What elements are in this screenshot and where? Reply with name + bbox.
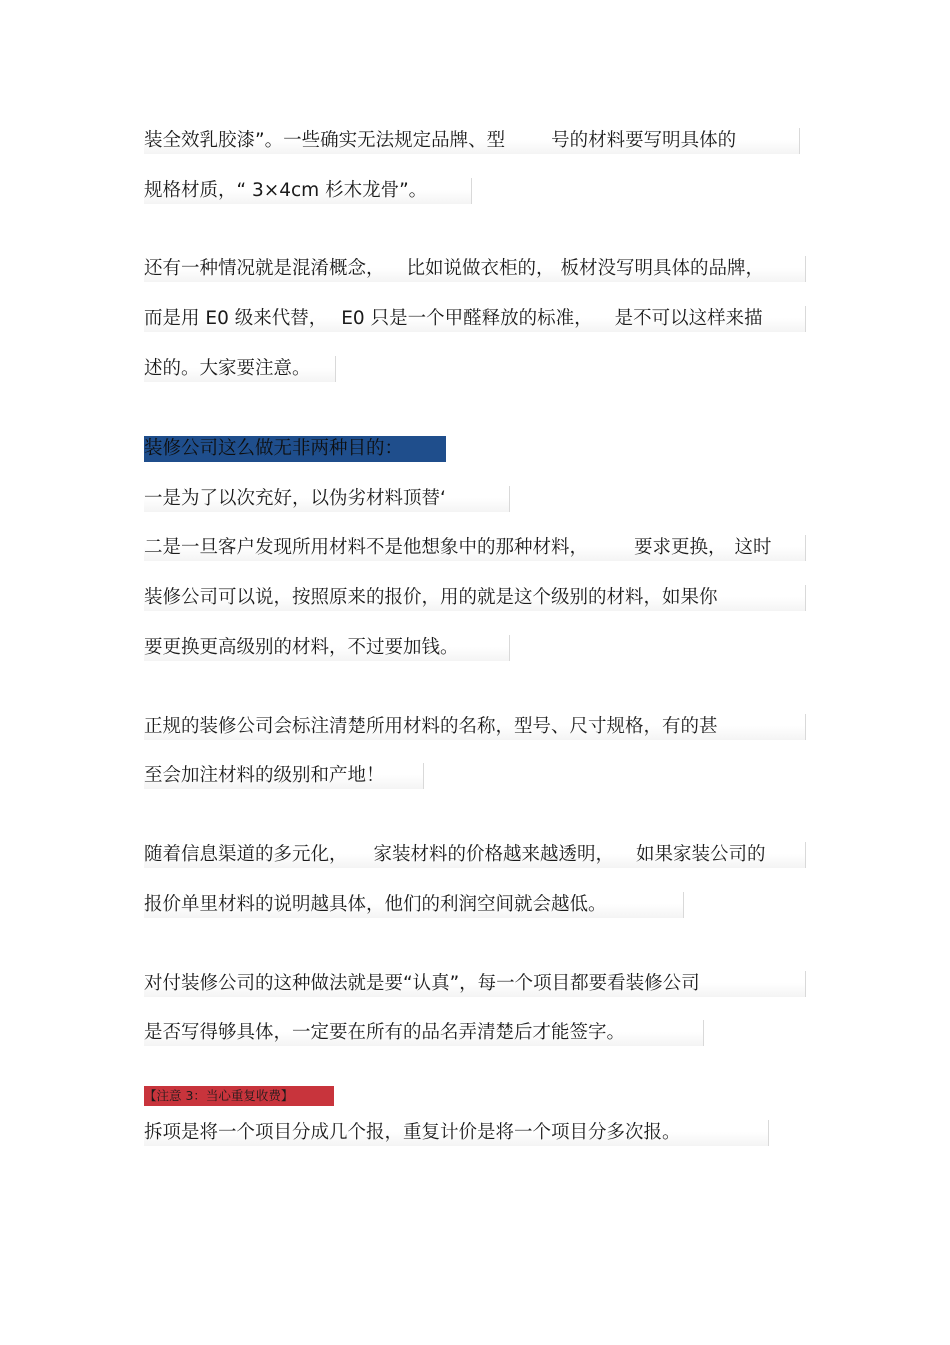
text-line: [144, 714, 806, 740]
text-fragment: 是否写得够具体，一定要在所有的品名弄清楚后才能签字。: [144, 1022, 626, 1043]
text-fragment: 报价单里材料的说明越具体，他们的利润空间就会越低。: [144, 894, 607, 915]
text-line: [144, 486, 510, 512]
text-line: [144, 178, 472, 204]
text-fragment: 正规的装修公司会标注清楚所用材料的名称，型号、尺寸规格，有的甚: [144, 716, 718, 737]
text-fragment: 二是一旦客户发现所用材料不是他想象中的那种材料，: [144, 537, 589, 558]
text-line: [144, 585, 806, 611]
text-fragment: 而是用 E0 级来代替，: [144, 308, 328, 329]
text-line: [144, 1120, 769, 1146]
text-fragment: 装修公司可以说，按照原来的报价，用的就是这个级别的材料，如果你: [144, 587, 718, 608]
text-fragment: 如果家装公司的: [636, 844, 766, 865]
text-line: [144, 535, 806, 561]
text-line: [144, 256, 806, 282]
text-fragment: 至会加注材料的级别和产地！: [144, 765, 385, 786]
text-fragment: 板材没写明具体的品牌，: [560, 258, 765, 279]
text-line: [144, 892, 684, 918]
text-fragment: 拆项是将一个项目分成几个报，重复计价是将一个项目分多次报。: [144, 1122, 681, 1143]
text-fragment: 要更换更高级别的材料，不过要加钱。: [144, 637, 459, 658]
text-fragment: 一是为了以次充好，以伪劣材料顶替‘: [144, 488, 446, 509]
text-line: [144, 635, 510, 661]
highlighted-heading: 装修公司这么做无非两种目的：: [144, 436, 446, 462]
text-line: [144, 1020, 704, 1046]
highlighted-note-heading: 【注意 3：当心重复收费】: [144, 1086, 334, 1106]
text-line: [144, 356, 336, 382]
text-fragment: 述的。大家要注意。: [144, 358, 311, 379]
text-fragment: 比如说做衣柜的，: [406, 258, 555, 279]
text-fragment: 家装材料的价格越来越透明，: [373, 844, 615, 865]
text-line: [144, 842, 806, 868]
text-line: [144, 763, 424, 789]
text-fragment: 装全效乳胶漆”。一些确实无法规定品牌、型: [144, 130, 506, 151]
text-fragment: 还有一种情况就是混淆概念，: [144, 258, 385, 279]
text-line: [144, 128, 800, 154]
text-fragment: 对付装修公司的这种做法就是要“认真”，每一个项目都要看装修公司: [144, 973, 700, 994]
text-fragment: 是不可以这样来描: [614, 308, 763, 329]
text-fragment: 要求更换，: [634, 537, 727, 558]
text-fragment: 随着信息渠道的多元化，: [144, 844, 348, 865]
text-fragment: 规格材质，“ 3×4cm 杉木龙骨”。: [144, 180, 428, 201]
text-line: [144, 971, 806, 997]
text-fragment: 这时: [734, 537, 772, 558]
text-fragment: 号的材料要写明具体的: [551, 130, 737, 151]
text-line: [144, 306, 806, 332]
text-fragment: E0 只是一个甲醛释放的标准，: [341, 308, 593, 329]
